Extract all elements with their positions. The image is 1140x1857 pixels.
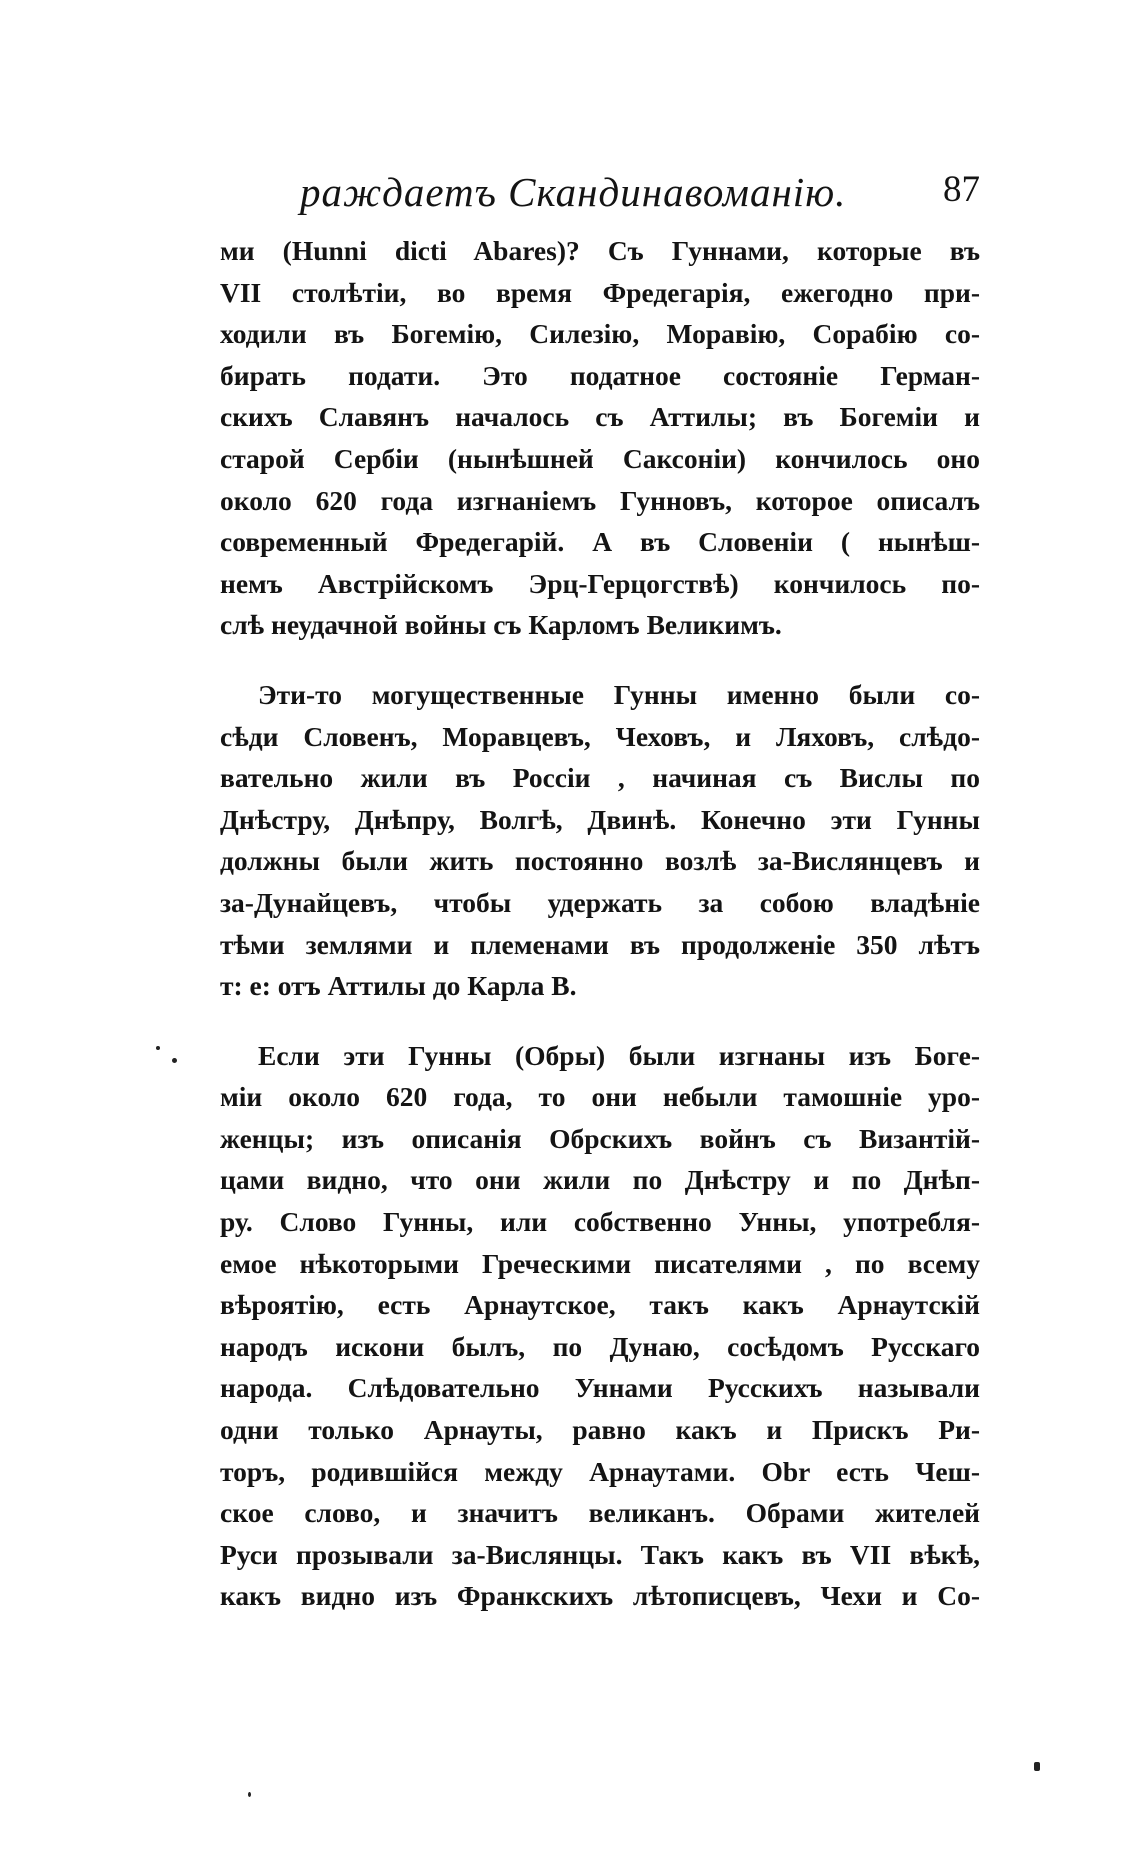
text-line: должны были жить постоянно возлѣ за-Вислянцевъ и <box>220 845 980 877</box>
text-line: одни только Арнауты, равно какъ и Прискъ Ри- <box>220 1414 980 1446</box>
scan-speck <box>172 1058 177 1063</box>
text-line: Днѣстру, Днѣпру, Волгѣ, Двинѣ. Конечно эти Гунны <box>220 803 980 835</box>
text-line: скихъ Славянъ началось съ Аттилы; въ Богеміи и <box>220 401 980 433</box>
text-line: ми (Hunni dicti Abares)? Съ Гуннами, которые въ <box>220 235 980 266</box>
text-line: Эти-то могущественные Гунны именно были со- <box>258 678 980 710</box>
scan-speck <box>1034 1762 1040 1771</box>
text-line: міи около 620 года, то они небыли тамошніе уро- <box>220 1081 980 1113</box>
text-line: цами видно, что они жили по Днѣстру и по Днѣп- <box>220 1164 980 1196</box>
text-line: емое нѣкоторыми Греческими писателями , по всему <box>220 1247 980 1279</box>
text-line: современный Фредегарій. А въ Словеніи ( нынѣш- <box>220 526 980 558</box>
text-line: бирать подати. Это податное состояніе Герман- <box>220 359 980 391</box>
text-line: ское слово, и значитъ великанъ. Обрами жителей <box>220 1497 980 1529</box>
text-line: женцы; изъ описанія Обрскихъ войнъ съ Византій- <box>220 1122 980 1154</box>
scan-speck <box>156 1046 160 1050</box>
running-title: раждаетъ Скандинавоманію. <box>300 169 847 215</box>
text-line: народа. Слѣдовательно Уннами Русскихъ называли <box>220 1372 980 1404</box>
text-line: вательно жили въ Россіи , начиная съ Вислы по <box>220 762 980 794</box>
text-line: т: е: отъ Аттилы до Карла В. <box>220 970 577 1002</box>
text-line: ру. Слово Гунны, или собственно Унны, употребля- <box>220 1206 980 1238</box>
text-line: тѣми землями и племенами въ продолженіе 350 лѣтъ <box>220 928 980 960</box>
text-line: за-Дунайцевъ, чтобы удержать за собою владѣніе <box>220 886 980 918</box>
text-line: слѣ неудачной войны съ Карломъ Великимъ. <box>220 609 782 641</box>
paragraph-gap <box>220 646 980 674</box>
paragraph <box>220 230 980 646</box>
paragraph <box>220 674 980 1007</box>
text-line: немъ Австрійскомъ Эрц-Герцогствѣ) кончилось по- <box>220 567 980 599</box>
text-line: сѣди Словенъ, Моравцевъ, Чеховъ, и Ляховъ, слѣдо- <box>220 720 980 752</box>
text-line: Если эти Гунны (Обры) были изгнаны изъ Боге- <box>258 1039 980 1071</box>
text-line: старой Сербіи (нынѣшней Саксоніи) кончилось оно <box>220 442 980 474</box>
text-line: ходили въ Богемію, Силезію, Моравію, Сорабію со- <box>220 318 980 350</box>
text-line: VII столѣтіи, во время Фредегарія, ежегодно при- <box>220 276 980 308</box>
paragraph <box>220 1035 980 1617</box>
text-line: Руси прозывали за-Вислянцы. Такъ какъ въ VII вѣкѣ, <box>220 1538 980 1570</box>
text-line: торъ, родившійся между Арнаутами. Obr есть Чеш- <box>220 1455 980 1487</box>
paragraph-gap <box>220 1007 980 1035</box>
text-line: вѣроятію, есть Арнаутское, такъ какъ Арнаутскій <box>220 1289 980 1321</box>
running-head <box>300 168 980 218</box>
body-text <box>220 230 980 1617</box>
text-line: какъ видно изъ Франкскихъ лѣтописцевъ, Чехи и Со- <box>220 1580 980 1612</box>
scan-speck <box>248 1792 251 1797</box>
text-line: около 620 года изгнаніемъ Гунновъ, которое описалъ <box>220 484 980 516</box>
page-number: 87 <box>943 169 980 210</box>
text-line: народъ искони былъ, по Дунаю, сосѣдомъ Русскаго <box>220 1330 980 1362</box>
